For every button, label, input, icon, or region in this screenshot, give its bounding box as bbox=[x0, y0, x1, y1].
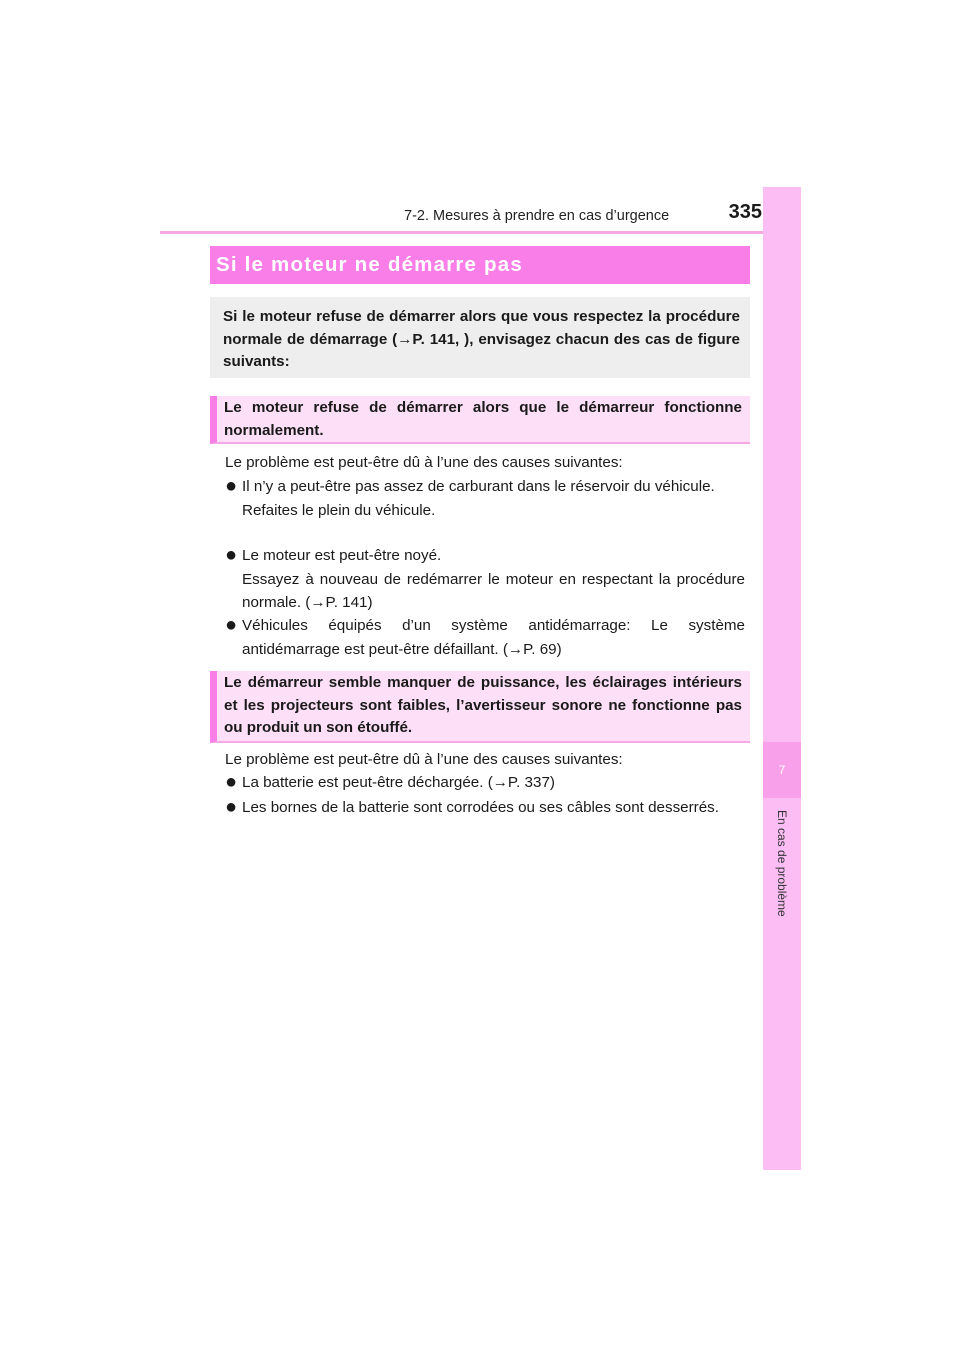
bullet-icon: ● bbox=[225, 544, 238, 566]
page-title: Si le moteur ne démarre pas bbox=[210, 246, 750, 284]
list-item-text: Véhicules équipés d’un système antidémarrage: Le système antidémarrage est peut-être défaillant. (→P. 69) bbox=[242, 617, 745, 658]
list-item bbox=[225, 796, 745, 820]
list-item bbox=[225, 771, 745, 795]
chapter-tab-label bbox=[763, 810, 801, 990]
list-item-text: La batterie est peut-être déchargée. (→P. 337) bbox=[242, 774, 555, 791]
list-item-note: Refaites le plein du véhicule. bbox=[242, 501, 436, 519]
list-item bbox=[225, 475, 745, 522]
list-item-text: Il n’y a peut-être pas assez de carburant dans le réservoir du véhicule. bbox=[242, 478, 715, 495]
bullet-icon: ● bbox=[225, 771, 238, 793]
chapter-tab-number: 7 bbox=[763, 742, 801, 798]
section2-lead: Le problème est peut-être dû à l’une des causes suivantes: bbox=[225, 751, 623, 768]
header-rule bbox=[160, 231, 800, 234]
bullet-icon: ● bbox=[225, 796, 238, 818]
list-item-text: Le moteur est peut-être noyé. bbox=[242, 547, 442, 564]
list-item bbox=[225, 544, 745, 615]
section1-lead: Le problème est peut-être dû à l’une des causes suivantes: bbox=[225, 454, 623, 471]
chapter-heading: 7-2. Mesures à prendre en cas d’urgence bbox=[404, 208, 670, 224]
list-item bbox=[225, 614, 745, 661]
chapter-side-tab bbox=[763, 187, 801, 1170]
list-item-text: Les bornes de la batterie sont corrodées ou ses câbles sont desserrés. bbox=[242, 799, 719, 816]
intro-box: Si le moteur refuse de démarrer alors que vous respectez la procédure normale de démarrage (→P. 141, ), envisagez chacun des cas de figure suivants: bbox=[210, 297, 750, 378]
bullet-icon: ● bbox=[225, 614, 238, 636]
chapter-tab-label-text: En cas de problème bbox=[775, 810, 789, 917]
bullet-icon: ● bbox=[225, 475, 238, 497]
section-heading-weak-starter: Le démarreur semble manquer de puissance, les éclairages intérieurs et les projecteurs sont faibles, l’avertisseur sonore ne fonctionne pas ou produit un son étouffé. bbox=[210, 671, 750, 743]
list-item-note: Essayez à nouveau de redémarrer le moteur en respectant la procédure normale. (→P. 141) bbox=[242, 570, 745, 611]
page-number: 335 bbox=[728, 201, 762, 223]
section-heading-starter-normal: Le moteur refuse de démarrer alors que le démarreur fonctionne normalement. bbox=[210, 396, 750, 444]
